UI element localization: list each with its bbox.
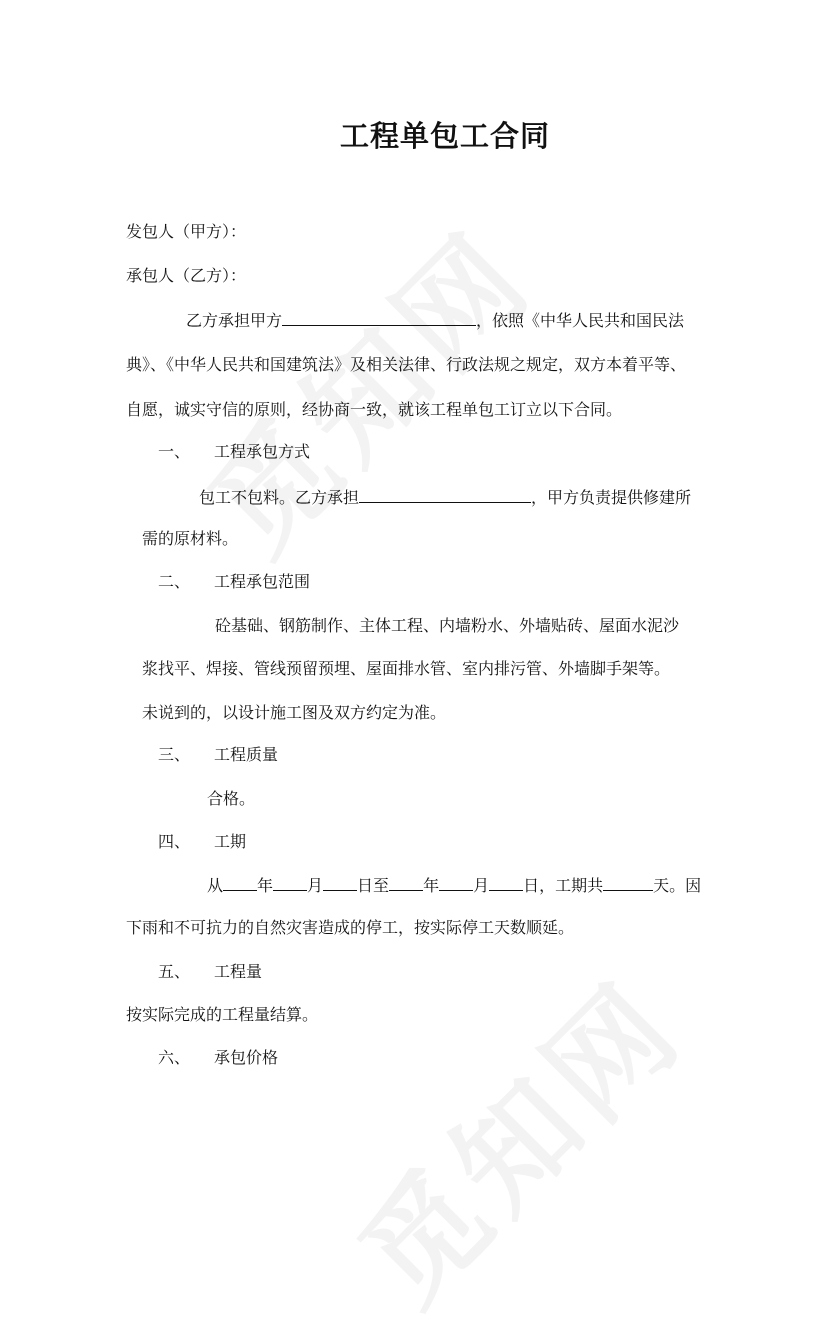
section-4-line-1 [207, 874, 701, 897]
section-1-line-1-post: ，甲方负责提供修建所 [531, 488, 692, 507]
section-1-line-2: 需的原材料。 [142, 529, 239, 548]
day-to-label: 日至 [357, 876, 390, 895]
party-a-label: 发包人（甲方）： [126, 222, 247, 241]
section-2-title: 工程承包范围 [214, 572, 311, 591]
section-5-number: 五、 [158, 962, 191, 981]
year-label: 年 [257, 876, 274, 895]
section-6-number: 六、 [158, 1048, 191, 1067]
intro-line-2: 典》、《中华人民共和国建筑法》及相关法律、行政法规之规定，双方本着平等、 [126, 355, 687, 374]
intro-line-1-pre: 乙方承担甲方 [186, 311, 283, 330]
section-2-line-2: 浆找平、焊接、管线预留预埋、屋面排水管、室内排污管、外墙脚手架等。 [142, 659, 671, 678]
total-days-blank[interactable] [603, 874, 653, 891]
section-5-title: 工程量 [214, 962, 263, 981]
section-5-heading [158, 961, 262, 983]
section-3-heading [158, 744, 278, 766]
start-year-blank[interactable] [223, 874, 257, 891]
project-name-blank[interactable] [282, 309, 476, 326]
section-3-line-1: 合格。 [207, 789, 256, 808]
section-5-line-1: 按实际完成的工程量结算。 [126, 1005, 319, 1024]
watermark [166, 187, 563, 584]
section-3-title: 工程质量 [214, 745, 279, 764]
party-b-label: 承包人（乙方）： [126, 266, 247, 285]
end-month-blank[interactable] [439, 874, 473, 891]
day-total-label: 日，工期共 [523, 876, 604, 895]
section-2-number: 二、 [158, 572, 191, 591]
section-6-title: 承包价格 [214, 1048, 279, 1067]
from-label: 从 [207, 876, 224, 895]
end-year-blank[interactable] [389, 874, 423, 891]
end-year-label: 年 [423, 876, 440, 895]
section-2-heading [158, 571, 310, 593]
days-suffix: 天。因 [653, 876, 702, 895]
section-1-line-1-pre: 包工不包料。乙方承担 [199, 488, 360, 507]
intro-line-3: 自愿，诚实守信的原则，经协商一致，就该工程单包工订立以下合同。 [126, 400, 623, 419]
intro-line-1-post: ，依照《中华人民共和国民法 [476, 311, 685, 330]
section-4-heading [158, 831, 246, 853]
end-month-label: 月 [473, 876, 490, 895]
contract-title: 工程单包工合同 [339, 119, 550, 153]
start-month-blank[interactable] [273, 874, 307, 891]
section-1-number: 一、 [158, 442, 191, 461]
section-4-line-2: 下雨和不可抗力的自然灾害造成的停工，按实际停工天数顺延。 [126, 918, 575, 937]
month-label: 月 [307, 876, 324, 895]
intro-line-1 [186, 309, 684, 332]
section-1-line-1 [199, 486, 691, 509]
section-4-number: 四、 [158, 832, 191, 851]
section-1-heading [158, 441, 310, 463]
watermark-bottom [316, 937, 713, 1334]
section-1-title: 工程承包方式 [214, 442, 311, 461]
section-4-title: 工期 [214, 832, 247, 851]
end-day-blank[interactable] [489, 874, 523, 891]
start-day-blank[interactable] [323, 874, 357, 891]
scope-blank[interactable] [359, 486, 531, 503]
section-6-heading [158, 1047, 278, 1069]
section-3-number: 三、 [158, 745, 191, 764]
section-2-line-3: 未说到的，以设计施工图及双方约定为准。 [142, 703, 447, 722]
section-2-line-1: 砼基础、钢筋制作、主体工程、内墙粉水、外墙贴砖、屋面水泥沙 [215, 616, 680, 635]
